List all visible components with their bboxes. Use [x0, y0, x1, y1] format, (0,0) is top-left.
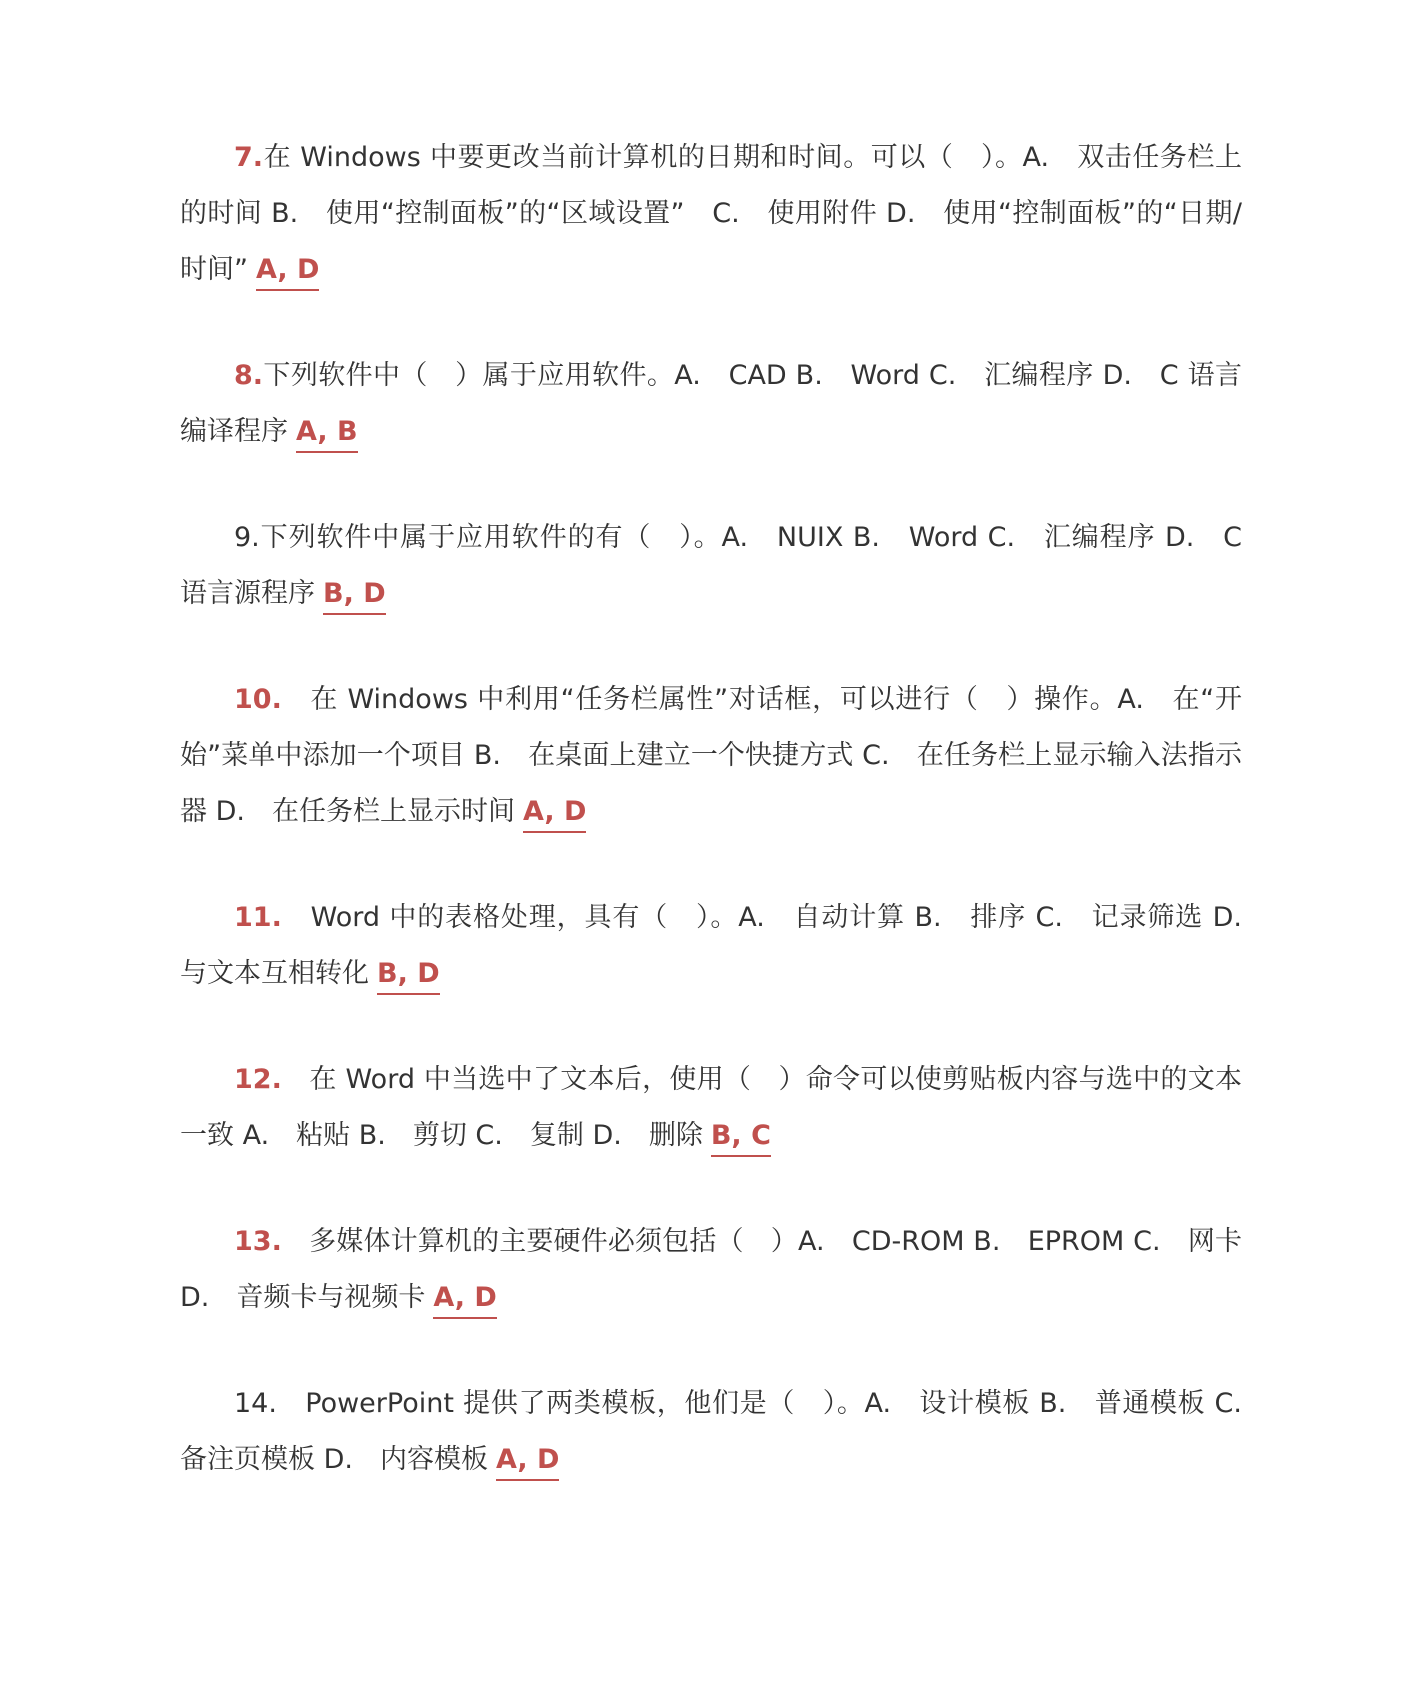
- question-number: 10.: [234, 684, 282, 715]
- question-text: 在 Windows 中利用“任务栏属性”对话框，可以进行（ ）操作。A. 在“开始”菜单中添加一个项目 B. 在桌面上建立一个快捷方式 C. 在任务栏上显示输入法指示器 D. 在任务栏上显示时间: [180, 684, 1242, 827]
- question-item: [180, 1214, 1242, 1326]
- question-item: [180, 890, 1269, 1002]
- answer-label: A, B: [296, 416, 358, 453]
- answer-label: B, D: [377, 958, 440, 995]
- answer-label: A, D: [433, 1282, 496, 1319]
- question-item: [180, 348, 1242, 460]
- question-text: 多媒体计算机的主要硬件必须包括（ ）A. CD-ROM B. EPROM C. 网卡 D. 音频卡与视频卡: [180, 1226, 1242, 1313]
- question-number: 12.: [234, 1064, 282, 1095]
- answer-label: A, D: [256, 254, 319, 291]
- question-text: 下列软件中（ ）属于应用软件。A. CAD B. Word C. 汇编程序 D. C 语言编译程序: [180, 360, 1242, 447]
- question-text: 在 Windows 中要更改当前计算机的日期和时间。可以（ ）。A. 双击任务栏上的时间 B. 使用“控制面板”的“区域设置” C. 使用附件 D. 使用“控制面板”的“日期/时间”: [180, 142, 1242, 285]
- question-text: Word 中的表格处理，具有（ ）。A. 自动计算 B. 排序 C. 记录筛选 D. 与文本互相转化: [180, 902, 1269, 989]
- question-text: PowerPoint 提供了两类模板，他们是（ ）。A. 设计模板 B. 普通模板 C. 备注页模板 D. 内容模板: [180, 1388, 1269, 1475]
- question-item: [180, 510, 1242, 622]
- answer-label: B, C: [711, 1120, 771, 1157]
- question-item: [180, 672, 1242, 840]
- question-number: 9.: [234, 522, 260, 553]
- question-list: [180, 130, 1269, 1538]
- question-item: [180, 1376, 1269, 1488]
- answer-label: A, D: [496, 1444, 559, 1481]
- question-text: 在 Word 中当选中了文本后，使用（ ）命令可以使剪贴板内容与选中的文本一致 A. 粘贴 B. 剪切 C. 复制 D. 删除: [180, 1064, 1242, 1151]
- question-item: [180, 1052, 1242, 1164]
- question-number: 11.: [234, 902, 282, 933]
- question-number: 13.: [234, 1226, 282, 1257]
- question-number: 14.: [234, 1388, 277, 1419]
- answer-label: B, D: [323, 578, 386, 615]
- question-item: [180, 130, 1242, 298]
- answer-label: A, D: [523, 796, 586, 833]
- question-text: 下列软件中属于应用软件的有（ ）。A. NUIX B. Word C. 汇编程序 D. C 语言源程序: [180, 522, 1242, 609]
- question-number: 7.: [234, 142, 264, 173]
- question-number: 8.: [234, 360, 264, 391]
